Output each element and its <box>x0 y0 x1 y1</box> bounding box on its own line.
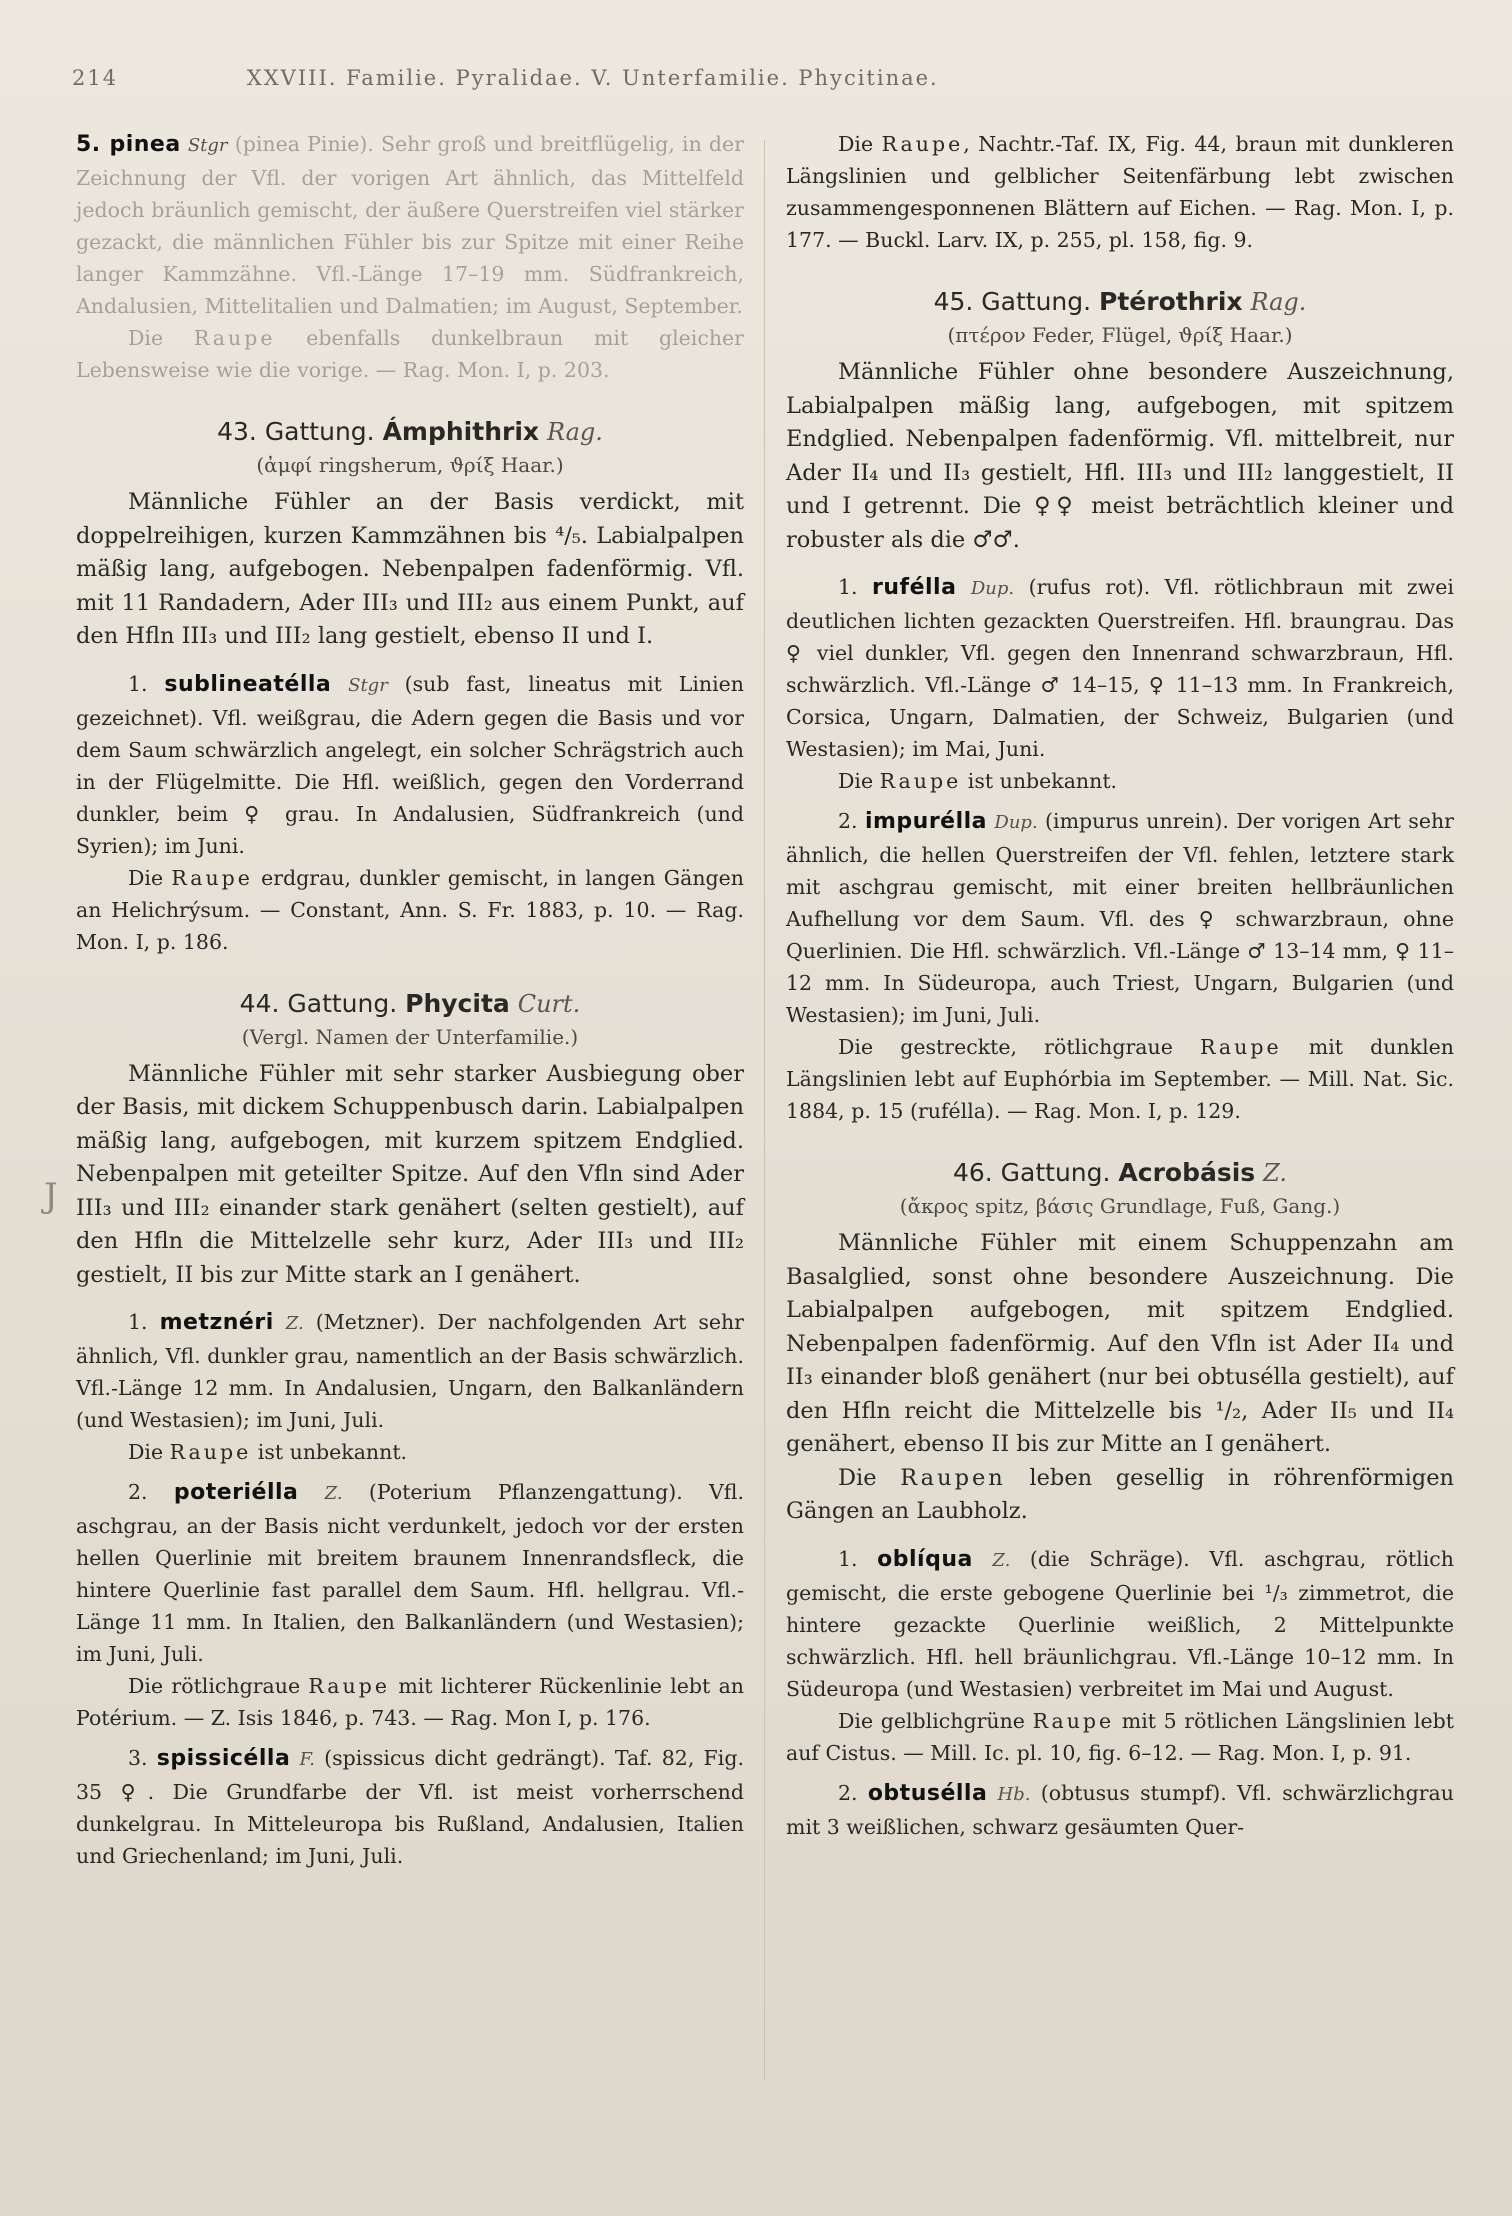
genus-description: Männliche Fühler ohne besondere Auszeichnung, Labialpalpen mäßig lang, aufgebogen, mit spitzem Endglied. Nebenpalpen fadenförmig. Vfl. mittelbreit, nur Ader II₄ und II₃ gestielt, Hfl. III₃ und III₂ langgestielt, II und I getrennt. Die ♀♀ meist beträchtlich kleiner und robuster als die ♂♂. <box>786 359 1454 553</box>
larva-prefix: Die <box>128 1440 164 1464</box>
genus-number: 46. Gattung. <box>952 1158 1111 1187</box>
etymology: (ἄκρος spitz, βάσις Grundlage, Fuß, Gang.) <box>899 1194 1341 1218</box>
genus-section-43 <box>76 414 744 654</box>
column-divider <box>764 140 765 2080</box>
genus-author: Rag. <box>546 418 603 446</box>
species-entry-pinea <box>76 128 744 386</box>
species-number: 2. <box>838 1780 858 1805</box>
genus-section-44 <box>76 986 744 1293</box>
species-description: (Metzner). Der nachfolgenden Art sehr ähnlich, Vfl. dunkler grau, namentlich an der Basis schwärzlich. Vfl.-Länge 12 mm. In Andalusien, Ungarn, den Balkanländern (und Westasien); im Juni, Juli. <box>76 1310 744 1432</box>
genus-heading <box>76 414 744 450</box>
larva-keyword: Raupe <box>169 1440 252 1464</box>
page-number: 214 <box>72 66 119 90</box>
etymology: (πτέρον Feder, Flügel, ϑρίξ Haar.) <box>947 323 1293 347</box>
genus-description: Männliche Fühler mit sehr starker Ausbiegung ober der Basis, mit dickem Schuppenbusch darin. Labialpalpen mäßig lang, aufgebogen, mit kurzem spitzem Endglied. Nebenpalpen mit geteilter Spitze. Auf den Vfln sind Ader III₃ und III₂ einander stark genähert (selten gestielt), auf den Hfln die Mittelzelle sehr kurz, Ader III₃ und III₂ gestielt, II bis zur Mitte stark an I genähert. <box>76 1060 744 1288</box>
species-entry-metzneri <box>76 1306 744 1468</box>
species-number: 1. <box>128 671 148 696</box>
species-number: 1. <box>838 1546 858 1571</box>
larva-description: ebenfalls dunkelbraun mit gleicher Lebensweise wie die vorige. — Rag. Mon. I, p. 203. <box>76 326 744 382</box>
species-description: (die Schräge). Vfl. aschgrau, rötlich gemischt, die erste gebogene Querlinie bei ¹/₃ zimmetrot, die hintere gezackte Querlinie weißlich, 2 Mittelpunkte schwärzlich. Hfl. hell bräunlichgrau. Vfl.-Länge 10–12 mm. In Südeuropa (und Westasien) verbreitet im Mai und August. <box>786 1546 1454 1701</box>
species-author: Stgr <box>187 135 228 156</box>
species-description: (sub fast, lineatus mit Linien gezeichnet). Vfl. weißgrau, die Adern gegen die Basis und vor dem Saum schwärzlich angelegt, ein solcher Schrägstrich auch in der Flügelmitte. Die Hfl. weißlich, gegen den Vorderrand dunkler, beim ♀ grau. In Andalusien, Südfrankreich (und Syrien); im Juni. <box>76 671 744 858</box>
species-author: F. <box>299 1749 315 1770</box>
etymology: (Vergl. Namen der Unterfamilie.) <box>241 1024 579 1049</box>
genus-name: Phycita <box>405 988 510 1018</box>
genus-author: Z. <box>1263 1159 1288 1187</box>
species-number: 1. <box>128 1310 148 1334</box>
species-entry-sublineatella <box>76 668 744 958</box>
species-number: 2. <box>128 1480 148 1504</box>
larva-description: ist unbekannt. <box>257 1440 408 1464</box>
genus-section-46 <box>786 1155 1454 1529</box>
species-name: obtusélla <box>867 1780 988 1806</box>
species-description: (obtusus stumpf). Vfl. schwärzlichgrau mit 3 weißlichen, schwarz gesäumten Quer- <box>786 1780 1454 1839</box>
genus-name: Ámphithrix <box>382 417 540 446</box>
species-description: (spissicus dicht gedrängt). Taf. 82, Fig. 35 ♀. Die Grundfarbe der Vfl. ist meist vorherrschend dunkelgrau. In Mitteleuropa bis Rußland, Andalusien, Italien und Griechenland; im Juni, Juli. <box>76 1746 744 1868</box>
genus-heading <box>786 284 1454 320</box>
genus-heading <box>76 986 744 1022</box>
species-description: (rufus rot). Vfl. rötlichbraun mit zwei deutlichen lichten gezackten Querstreifen. Hfl. braungrau. Das ♀ viel dunkler, Vfl. gegen den Innenrand schwarzbraun, Hfl. schwärzlich. Vfl.-Länge ♂ 14–15, ♀ 11–13 mm. In Frankreich, Corsica, Ungarn, Dalmatien, der Schweiz, Bulgarien (und Westasien); im Mai, Juni. <box>786 575 1454 761</box>
larva-keyword: Raupe <box>193 326 276 350</box>
left-column <box>76 128 744 1872</box>
species-name: metznéri <box>159 1310 274 1335</box>
species-description: (impurus unrein). Der vorigen Art sehr ähnlich, die hellen Querstreifen der Vfl. fehlen, letztere stark mit aschgrau gemischt, mit einer breiten hellbräunlichen Aufhellung vor dem Saum. Vfl. des ♀ schwarzbraun, ohne Querlinien. Die Hfl. schwärzlich. Vfl.-Länge ♂ 13–14 mm, ♀ 11–12 mm. In Südeuropa, auch Triest, Ungarn, Bulgarien (und Westasien); im Juni, Juli. <box>786 809 1454 1027</box>
larva-prefix: Die gelblichgrüne <box>838 1708 1025 1733</box>
larva-keyword: Raupe <box>881 132 964 156</box>
larva-prefix: Die gestreckte, rötlichgraue <box>838 1035 1173 1059</box>
genus-number: 44. Gattung. <box>239 988 398 1018</box>
species-author: Z. <box>285 1313 304 1334</box>
larva-keyword: Raupe <box>171 865 253 890</box>
species-entry-obtusella <box>786 1777 1454 1843</box>
genus-number: 45. Gattung. <box>933 287 1092 316</box>
larva-prefix: Die <box>838 1464 877 1491</box>
species-name: sublineatélla <box>164 671 332 697</box>
genus-section-45 <box>786 284 1454 557</box>
right-column <box>786 128 1454 1843</box>
genus-number: 43. Gattung. <box>217 417 375 446</box>
species-author: Z. <box>324 1483 343 1504</box>
larva-description: erdgrau, dunkler gemischt, in langen Gängen an Helichrýsum. — Constant, Ann. S. Fr. 1883, p. 10. — Rag. Mon. I, p. 186. <box>76 865 744 954</box>
larva-keyword: Raupe <box>1200 1035 1282 1059</box>
genus-name: Acrobásis <box>1118 1158 1256 1187</box>
larva-description: ist unbekannt. <box>967 769 1118 793</box>
running-header <box>72 66 1182 90</box>
species-name: 5. pinea <box>76 132 181 157</box>
species-name: oblíqua <box>877 1546 973 1572</box>
etymology: (ἀμφί ringsherum, ϑρίξ Haar.) <box>256 453 564 477</box>
larva-keyword: Raupe <box>1032 1708 1115 1733</box>
genus-heading <box>786 1155 1454 1191</box>
species-name: rufélla <box>872 575 957 600</box>
species-entry-rufella <box>786 571 1454 797</box>
species-author: Hb. <box>997 1783 1031 1805</box>
genus-author: Curt. <box>517 989 581 1018</box>
species-name: impurélla <box>864 809 988 834</box>
species-author: Dup. <box>994 812 1038 833</box>
larva-description: mit 5 rötlichen Längslinien lebt auf Cistus. — Mill. Ic. pl. 10, fig. 6–12. — Rag. Mon. I, p. 91. <box>786 1708 1454 1765</box>
larva-description: , Nachtr.-Taf. IX, Fig. 44, braun mit dunkleren Längslinien und gelblicher Seitenfärbung lebt zwischen zusammengesponnenen Blättern auf Eichen. — Rag. Mon. I, p. 177. — Buckl. Larv. IX, p. 255, pl. 158, fig. 9. <box>786 132 1454 252</box>
larva-keyword: Raupe <box>879 769 962 793</box>
larva-continuation <box>786 128 1454 256</box>
larva-prefix: Die <box>128 326 164 350</box>
larva-prefix: Die <box>838 132 874 156</box>
margin-pencil-mark: J <box>44 1176 58 1216</box>
species-number: 3. <box>128 1746 148 1770</box>
larva-description: leben gesellig in röhrenförmigen Gängen an Laubholz. <box>786 1464 1455 1524</box>
species-author: Stgr <box>348 674 388 696</box>
species-description: (Poterium Pflanzengattung). Vfl. aschgrau, an der Basis nicht verdunkelt, jedoch vor der ersten hellen Querlinie mit breitem braunem Innenrandsfleck, die hintere Querlinie fast parallel dem Saum. Hfl. hellgrau. Vfl.-Länge 11 mm. In Italien, den Balkanländern (und Westasien); im Juni, Juli. <box>76 1480 744 1666</box>
species-name: poteriélla <box>173 1480 299 1505</box>
larva-prefix: Die <box>838 769 874 793</box>
genus-description: Männliche Fühler mit einem Schuppenzahn am Basalglied, sonst ohne besondere Auszeichnung. Die Labialpalpen aufgebogen, mit spitzem Endglied. Nebenpalpen fadenförmig. Auf den Vfln ist Ader II₄ und II₃ einander bloß genähert (nur bei obtusélla gestielt), auf den Hfln reicht die Mittelzelle bis ¹/₂, Ader II₅ und II₄ genähert, ebenso II bis zur Mitte an I genähert. <box>786 1230 1454 1457</box>
species-author: Dup. <box>970 578 1015 599</box>
species-author: Z. <box>992 1549 1011 1571</box>
larva-description: mit dunklen Längslinien lebt auf Euphórbia im September. — Mill. Nat. Sic. 1884, p. 15 (rufélla). — Rag. Mon. I, p. 129. <box>786 1035 1454 1123</box>
species-entry-spissicella <box>76 1742 744 1872</box>
larva-keyword: Raupe <box>308 1674 390 1698</box>
species-entry-obliqua <box>786 1543 1454 1769</box>
species-description: (pinea Pinie). Sehr groß und breitflügelig, in der Zeichnung der Vfl. der vorigen Art ähnlich, das Mittelfeld jedoch bräunlich gemischt, der äußere Querstreifen viel stärker gezackt, die männlichen Fühler bis zur Spitze mit einer Reihe langer Kammzähne. Vfl.-Länge 17–19 mm. Südfrankreich, Andalusien, Mittelitalien und Dalmatien; im August, September. <box>76 132 744 318</box>
larva-prefix: Die <box>128 865 164 890</box>
larva-keyword: Raupen <box>900 1464 1006 1491</box>
species-name: spissicélla <box>156 1746 291 1771</box>
genus-description: Männliche Fühler an der Basis verdickt, mit doppelreihigen, kurzen Kammzähnen bis ⁴/₅. Labialpalpen mäßig lang, aufgebogen. Nebenpalpen fadenförmig. Vfl. mit 11 Randadern, Ader III₃ und III₂ aus einem Punkt, auf den Hfln III₃ und III₂ lang gestielt, ebenso II und I. <box>76 489 744 649</box>
species-number: 2. <box>838 809 858 833</box>
species-number: 1. <box>838 575 858 599</box>
running-title: XXVIII. Familie. Pyralidae. V. Unterfamilie. Phycitinae. <box>246 66 939 90</box>
genus-author: Rag. <box>1250 288 1307 316</box>
larva-description: mit lichterer Rückenlinie lebt an Potérium. — Z. Isis 1846, p. 743. — Rag. Mon I, p. 176. <box>76 1674 744 1730</box>
species-entry-poteriella <box>76 1476 744 1734</box>
larva-prefix: Die rötlichgraue <box>128 1674 301 1698</box>
species-entry-impurella <box>786 805 1454 1127</box>
genus-name: Ptérothrix <box>1099 287 1243 316</box>
